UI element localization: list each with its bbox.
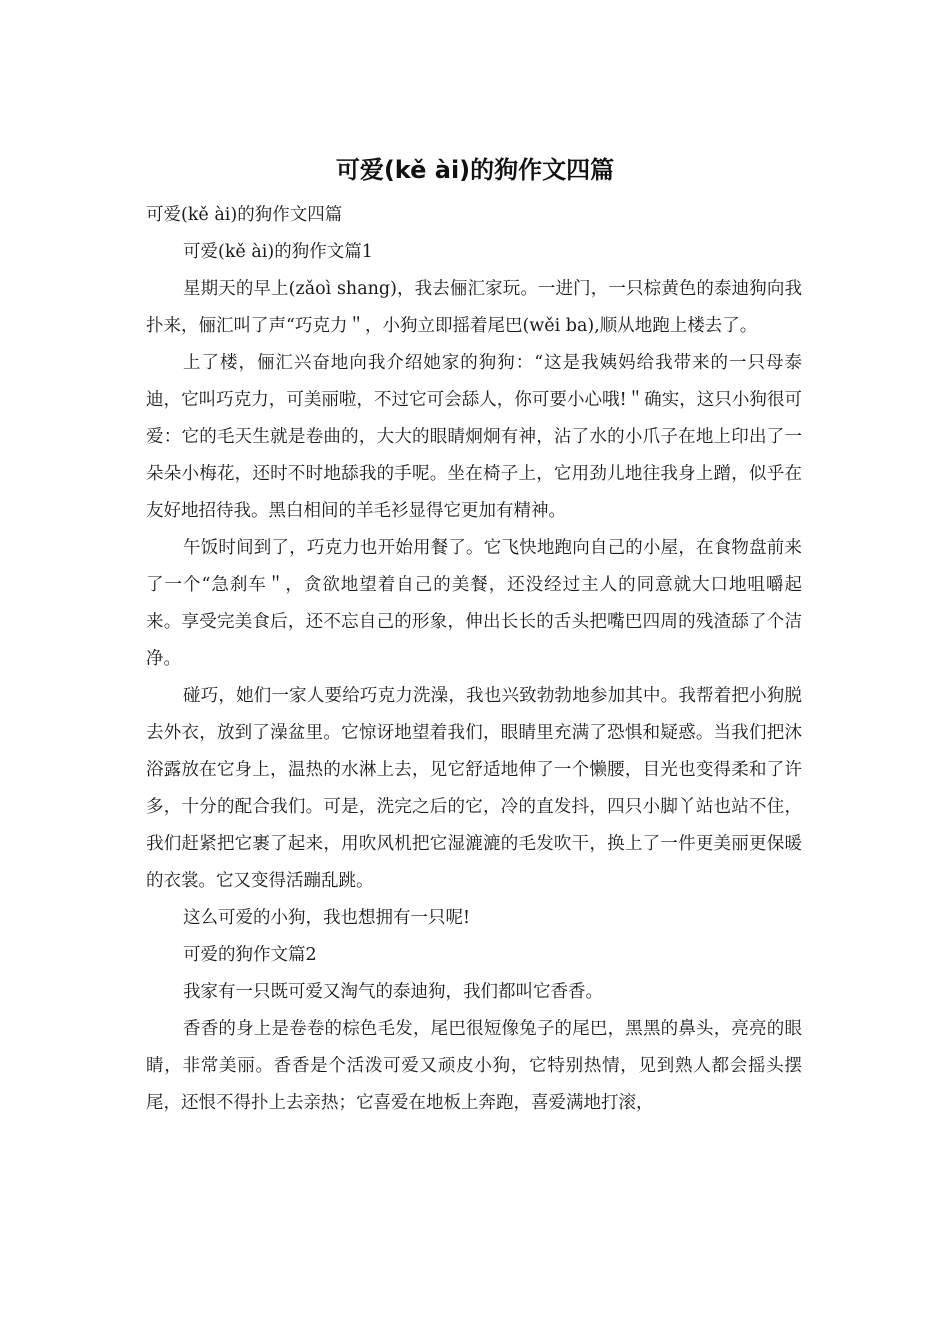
document-body: [146, 197, 802, 1122]
paragraph: 上了楼，俪汇兴奋地向我介绍她家的狗狗：“这是我姨妈给我带来的一只母泰迪，它叫巧克力，可美丽啦，不过它可会舔人，你可要小心哦!＂确实，这只小狗很可爱：它的毛天生就是卷曲的，大大的眼睛炯炯有神，沾了水的小爪子在地上印出了一朵朵小梅花，还时不时地舔我的手呢。坐在椅子上，它用劲儿地往我身上蹭，似乎在友好地招待我。黑白相间的羊毛衫显得它更加有精神。: [146, 353, 802, 521]
paragraph: 香香的身上是卷卷的棕色毛发，尾巴很短像兔子的尾巴，黑黑的鼻头，亮亮的眼睛，非常美丽。香香是个活泼可爱又顽皮小狗，它特别热情，见到熟人都会摇头摆尾，还恨不得扑上去亲热；它喜爱在地板上奔跑，喜爱满地打滚，: [146, 1019, 802, 1113]
paragraph: 星期天的早上(zǎoì shang)，我去俪汇家玩。一进门，一只棕黄色的泰迪狗向我扑来，俪汇叫了声“巧克力＂，小狗立即摇着尾巴(wěi ba),顺从地跑上楼去了。: [146, 279, 802, 336]
document-subtitle: 可爱(kě ài)的狗作文四篇: [146, 205, 343, 225]
paragraph: 我家有一只既可爱又淘气的泰迪狗，我们都叫它香香。: [183, 982, 603, 1002]
paragraph: 碰巧，她们一家人要给巧克力洗澡，我也兴致勃勃地参加其中。我帮着把小狗脱去外衣，放到了澡盆里。它惊讶地望着我们，眼睛里充满了恐惧和疑惑。当我们把沐浴露放在它身上，温热的水淋上去，见它舒适地伸了一个懒腰，目光也变得柔和了许多，十分的配合我们。可是，洗完之后的它，冷的直发抖，四只小脚丫站也站不住，我们赶紧把它裹了起来，用吹风机把它湿漉漉的毛发吹干，换上了一件更美丽更保暖的衣裳。它又变得活蹦乱跳。: [146, 686, 802, 891]
section-heading-1: 可爱(kě ài)的狗作文篇1: [183, 242, 373, 262]
paragraph: 这么可爱的小狗，我也想拥有一只呢!: [183, 908, 471, 928]
document-title: 可爱(kě ài)的狗作文四篇: [335, 156, 615, 184]
section-heading-2: 可爱的狗作文篇2: [183, 945, 317, 965]
paragraph: 午饭时间到了，巧克力也开始用餐了。它飞快地跑向自己的小屋，在食物盘前来了一个“急刹车＂，贪欲地望着自己的美餐，还没经过主人的同意就大口地咀嚼起来。享受完美食后，还不忘自己的形象，伸出长长的舌头把嘴巴四周的残渣舔了个洁净。: [146, 538, 802, 669]
